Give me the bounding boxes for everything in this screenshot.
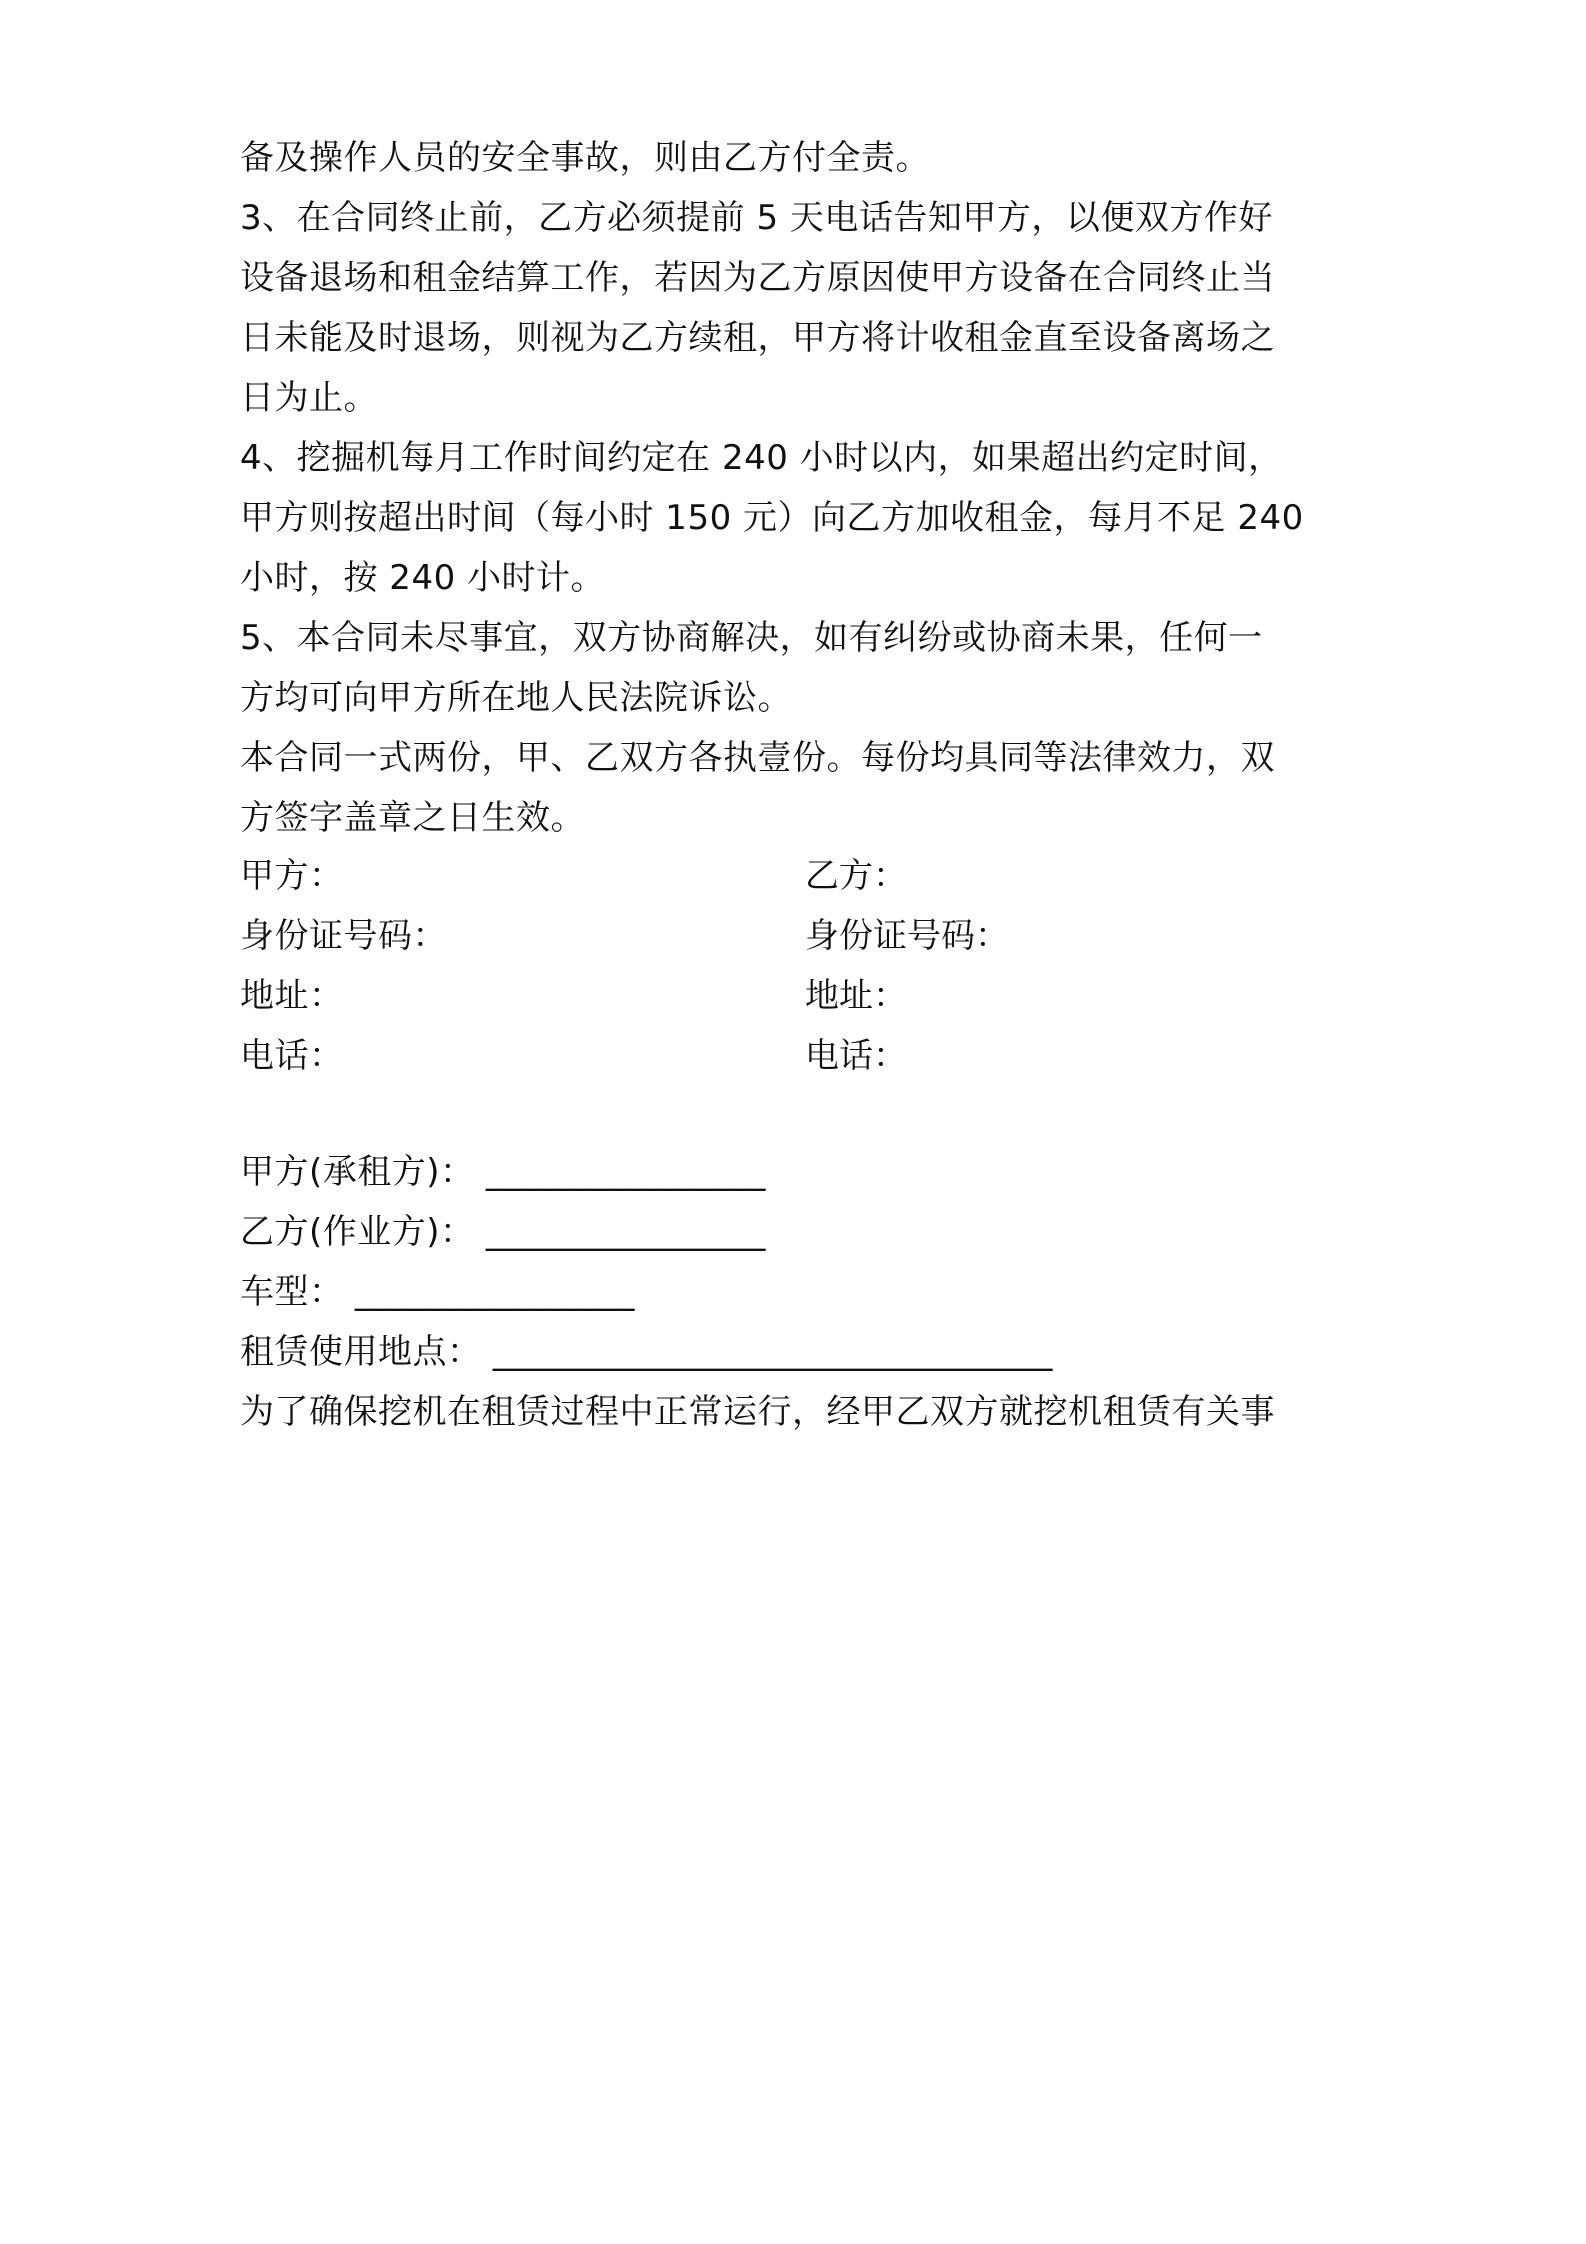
body-line-4: 日未能及时退场，则视为乙方续租，甲方将计收租金直至设备离场之 [240, 318, 1275, 358]
party-b-phone-label: 电话： [805, 1036, 907, 1076]
form-field-operator [240, 1208, 766, 1256]
form-field-label: 甲方(承租方)： [240, 1152, 475, 1192]
form-field-lessee [240, 1148, 766, 1196]
body-line-10: 方均可向甲方所在地人民法院诉讼。 [240, 678, 792, 718]
party-a-name-label: 甲方： [240, 856, 344, 896]
party-a-phone-label: 电话： [240, 1036, 344, 1076]
party-a-address-label: 地址： [240, 976, 344, 1016]
body-line-6: 4、挖掘机每月工作时间约定在 240 小时以内，如果超出约定时间， [240, 438, 1283, 478]
form-field-label: 租赁使用地点： [240, 1332, 482, 1372]
body-line-7: 甲方则按超出时间（每小时 150 元）向乙方加收租金，每月不足 240 [240, 498, 1304, 538]
form-field-blank: ________________________________ [492, 1332, 1053, 1372]
form-field-blank: ________________ [485, 1152, 766, 1192]
body-line-3: 设备退场和租金结算工作，若因为乙方原因使甲方设备在合同终止当 [240, 258, 1275, 298]
body-line-1: 备及操作人员的安全事故，则由乙方付全责。 [240, 138, 930, 178]
body-line-11: 本合同一式两份，甲、乙双方各执壹份。每份均具同等法律效力，双 [240, 738, 1275, 778]
party-b-name-label: 乙方： [805, 856, 907, 896]
form-field-label: 车型： [240, 1272, 344, 1312]
form-field-vehicle-model [240, 1268, 635, 1316]
body-line-9: 5、本合同未尽事宜，双方协商解决，如有纠纷或协商未果，任何一 [240, 618, 1263, 658]
party-b-id-label: 身份证号码： [805, 916, 1009, 956]
form-field-label: 乙方(作业方)： [240, 1212, 475, 1252]
body-line-2: 3、在合同终止前，乙方必须提前 5 天电话告知甲方，以便双方作好 [240, 198, 1273, 238]
body-line-5: 日为止。 [240, 378, 378, 418]
body-line-12: 方签字盖章之日生效。 [240, 798, 585, 838]
form-field-blank: ________________ [354, 1272, 635, 1312]
form-field-location [240, 1328, 1053, 1376]
party-a-id-label: 身份证号码： [240, 916, 447, 956]
body-line-8: 小时，按 240 小时计。 [240, 558, 606, 598]
form-field-blank: ________________ [485, 1212, 766, 1252]
closing-line: 为了确保挖机在租赁过程中正常运行，经甲乙双方就挖机租赁有关事 [240, 1392, 1275, 1432]
party-b-address-label: 地址： [805, 976, 907, 1016]
